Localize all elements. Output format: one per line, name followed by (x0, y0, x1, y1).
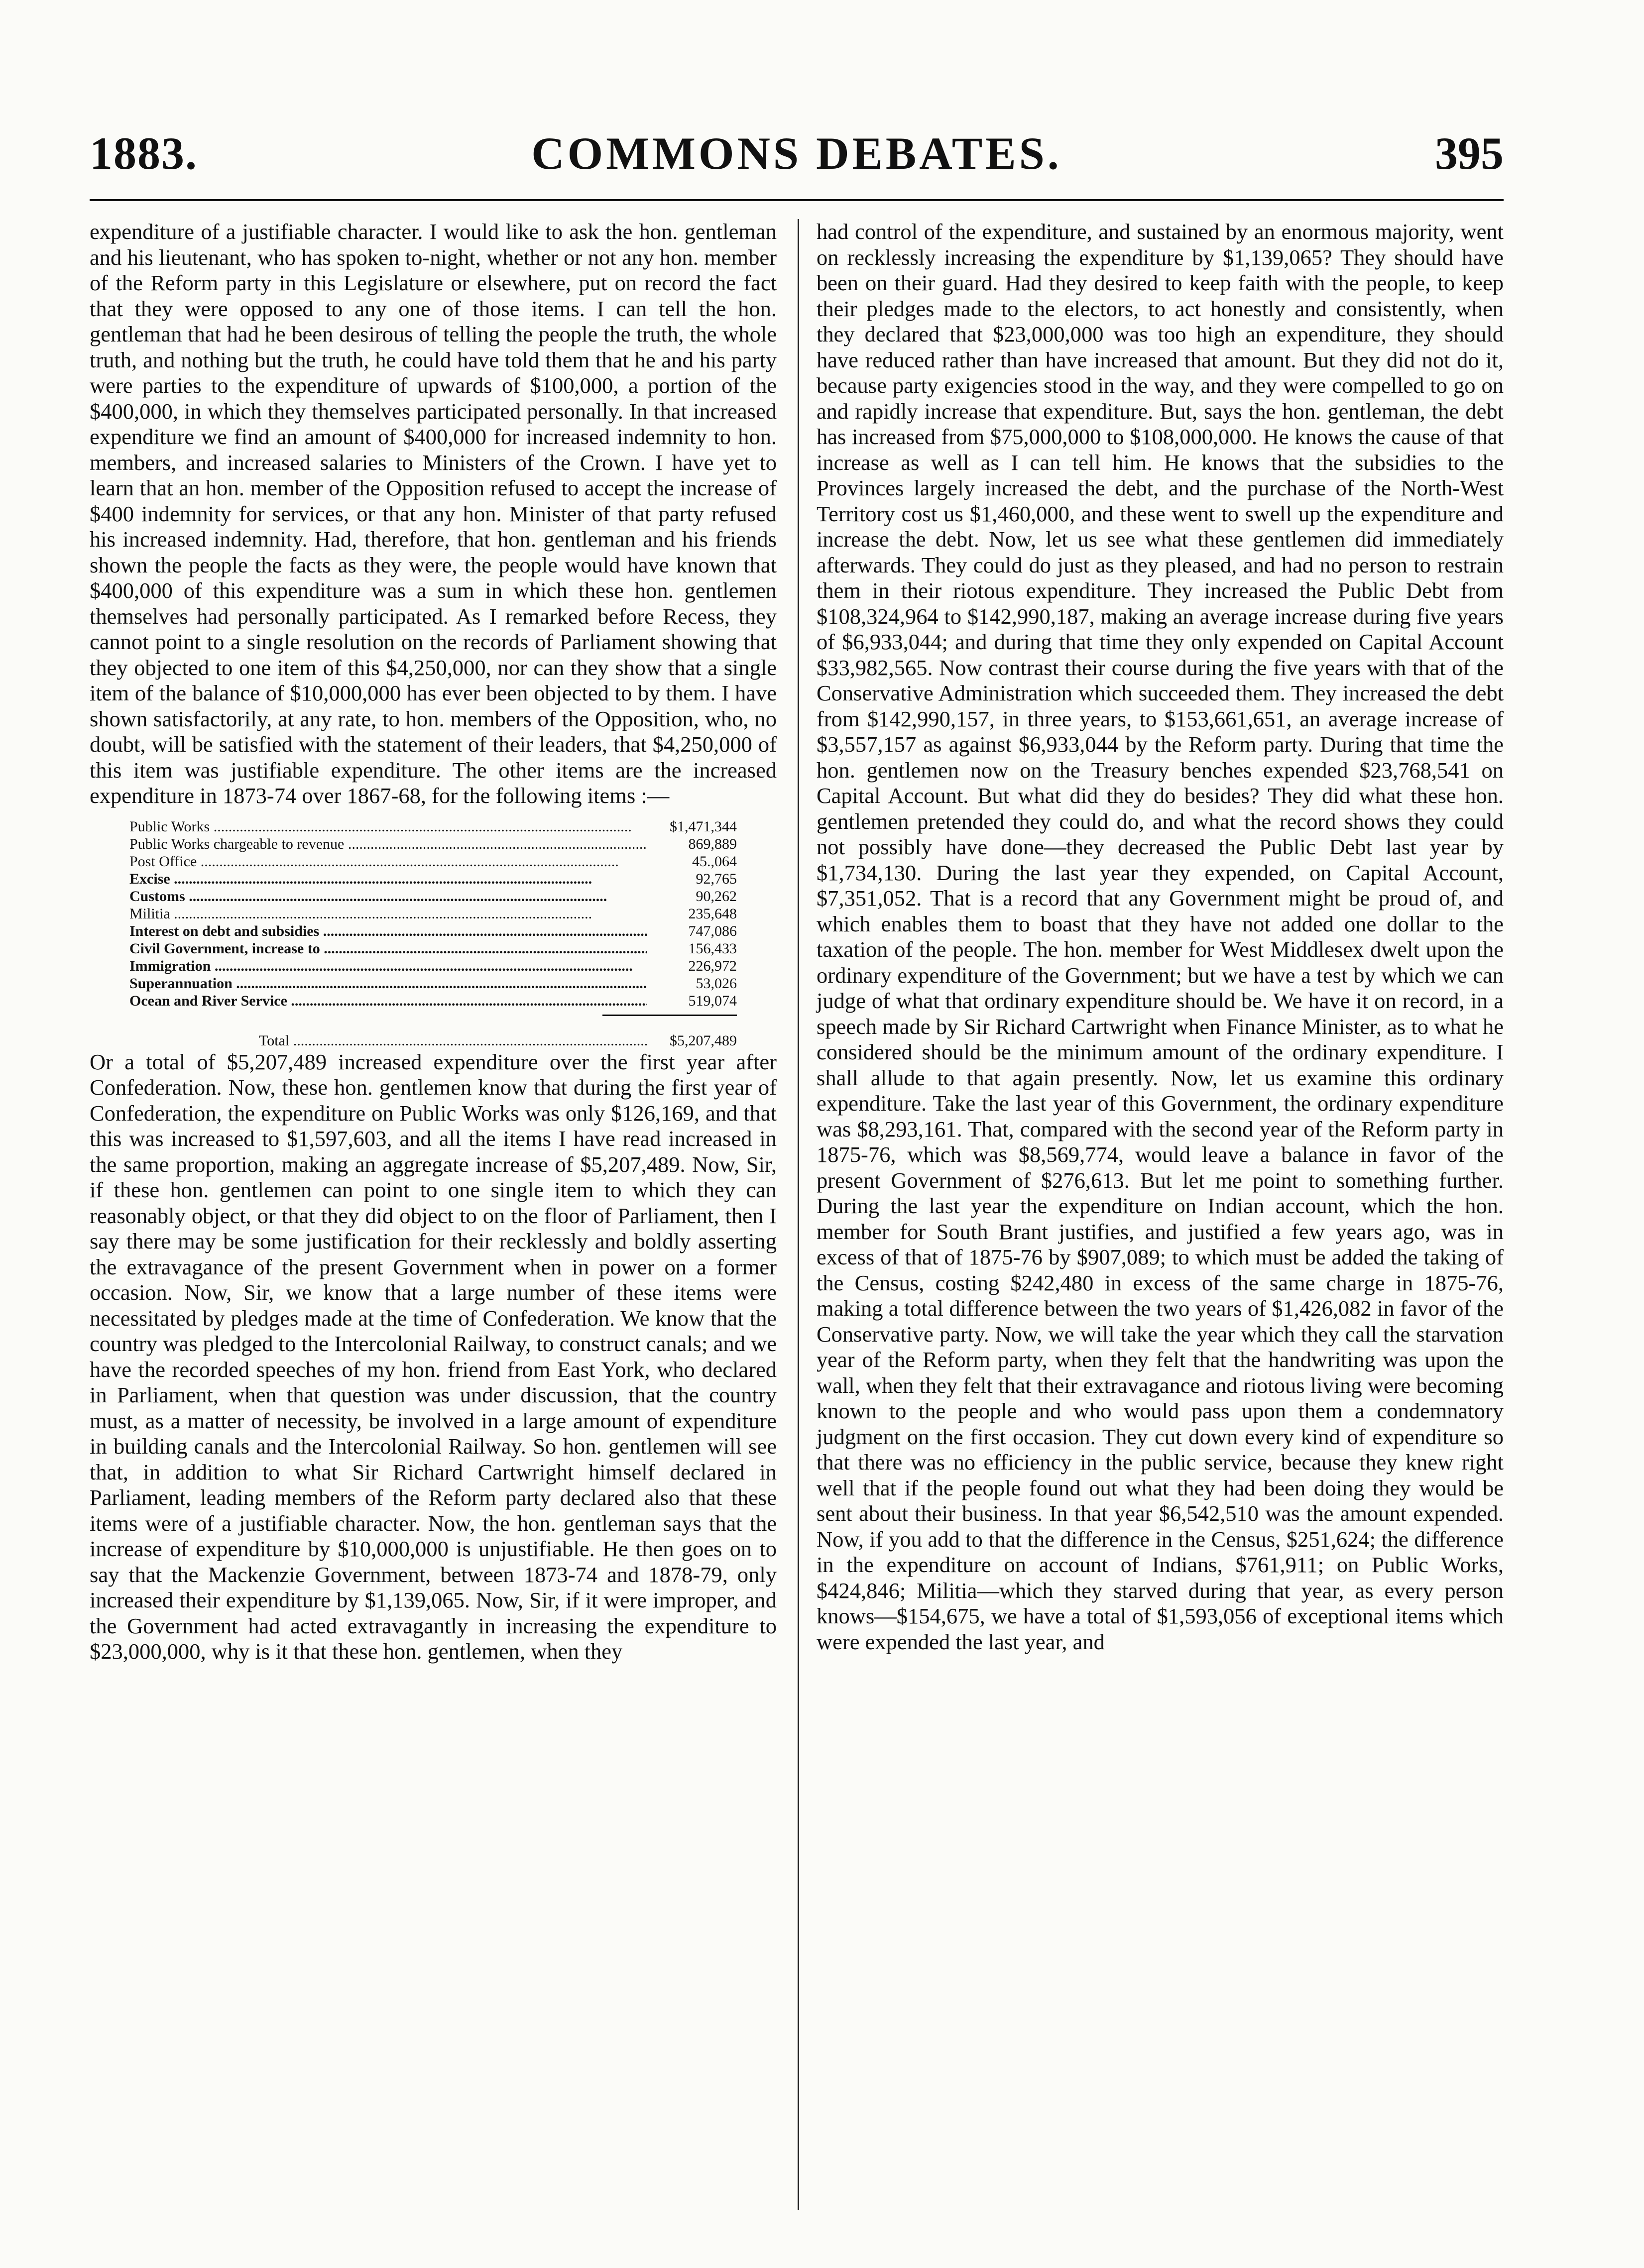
page-header (90, 127, 1504, 197)
expenditure-table (129, 818, 737, 1049)
right-paragraph-1: had control of the expenditure, and sustained by an enormous majority, went on recklessly increasing the expenditure by $1,139,065? They should have been on their guard. Had they desired to keep faith with the people, to keep their pledges made to the electors, to act honestly and consistently, when they declared that $23,000,000 was too high an expenditure, they should have reduced rather than have increased that amount. But they did not do it, because party exigencies stood in the way, and they were compelled to go on and rapidly increase that expenditure. But, says the hon. gentleman, the debt has increased from $75,000,000 to $108,000,000. He knows the cause of that increase as well as I can tell him. He knows that the subsidies to the Provinces largely increased the debt, and the purchase of the North-West Territory cost us $1,460,000, and these went to swell up the expenditure and increase the debt. Now, let us see what these gentlemen did immediately afterwards. They could do just as they pleased, and had no person to restrain them in their riotous expenditure. They increased the Public Debt from $108,324,964 to $142,990,187, making an average increase during five years of $6,933,044; and during that time they only expended on Capital Account $33,982,565. Now contrast their course during the five years with that of the Conservative Administration which succeeded them. They increased the debt from $142,990,157, in three years, to $153,661,651, an average increase of $3,557,157 as against $6,933,044 by the Reform party. During that time the hon. gentlemen now on the Treasury benches expended $23,768,541 on Capital Account. But what did they do besides? They did what these hon. gentlemen pretended they could do, and what the record shows they could not possibly have done—they decreased the Public Debt last year by $1,734,130. During the last year they expended, on Capital Account, $7,351,052. That is a record that any Government might be proud of, and which enables them to boast that they have not added one dollar to the taxation of the people. The hon. member for West Middlesex dwelt upon the ordinary expenditure of the Government; but we have a test by which we can judge of what that ordinary expenditure should be. We have it on record, in a speech made by Sir Richard Cartwright when Finance Minister, as to what he considered should be the minimum amount of the ordinary expenditure. I shall allude to that again presently. Now, let us examine this ordinary expenditure. Take the last year of this Government, the ordinary expenditure was $8,293,161. That, compared with the second year of the Reform party in 1875-76, which was $8,569,774, would leave a balance in favor of the present Government of $276,613. But let me point to something further. During the last year the expenditure on Indian account, which the hon. member for South Brant justifies, and justified a few years ago, was in excess of that of 1875-76 by $907,089; to which must be added the taking of the Census, costing $242,480 in excess of the same charge in 1875-76, making a total difference between the two years of $1,426,082 in favor of the Conservative party. Now, we will take the year which they call the starvation year of the Reform party, when they felt that the handwriting was upon the wall, when they felt that their extravagance and riotous living were becoming known to the people and who would pass upon them a condemnatory judgment on the first occasion. They cut down every kind of expenditure so that there was no efficiency in the public service, because they knew right well that if the people found out what they had been doing they would be sent about their business. In that year $6,542,510 was the amount expended. Now, if you add to that the difference in the Census, $251,624; the difference in the expenditure on account of Indians, $761,911; on Public Works, $424,846; Militia—which they starved during that year, as every person knows—$154,675, we have a total of $1,593,056 of exceptional items which were expended the last year, and (817, 219, 1504, 1654)
table-row (129, 992, 737, 1010)
table-row-label: Post Office ..... (129, 853, 647, 870)
table-row-value: 235,648 (688, 905, 737, 922)
table-row (129, 922, 737, 940)
table-total-label: Total ..... (129, 1032, 647, 1049)
table-row-value: 519,074 (688, 992, 737, 1009)
header-rule (90, 199, 1504, 201)
table-row-value: $1,471,344 (670, 818, 737, 835)
table-total-value: $5,207,489 (670, 1032, 737, 1049)
table-row-label: Ocean and River Service ..... (129, 992, 647, 1010)
table-total-row (129, 1025, 737, 1049)
table-row-label: Customs ..... (129, 888, 647, 905)
header-page-number: 395 (1435, 128, 1504, 179)
table-row (129, 888, 737, 905)
left-paragraph-1: expenditure of a justifiable character. I would like to ask the hon. gentleman and his lieutenant, who has spoken to-night, whether or not any hon. member of the Reform party in this Legislature or elsewhere, put on record the fact that they were opposed to any one of those items. I can tell the hon. gentleman that had he been desirous of telling the people the truth, the whole truth, and nothing but the truth, he could have told them that he and his party were parties to the expenditure of upwards of $100,000, a portion of the $400,000, in which they themselves participated personally. In that increased expenditure we find an amount of $400,000 for increased indemnity to hon. members, and increased salaries to Ministers of the Crown. I have yet to learn that an hon. member of the Opposition refused to accept the increase of $400 indemnity for services, or that any hon. Minister of that party refused his increased indemnity. Had, therefore, that hon. gentleman and his friends shown the people the facts as they were, the people would have known that $400,000 of this expenditure was a sum in which these hon. gentlemen themselves had personally participated. As I remarked before Recess, they cannot point to a single resolution on the records of Parliament showing that they objected to one item of this $4,250,000, nor can they show that a single item of the balance of $10,000,000 has ever been objected to by them. I have shown satisfactorily, at any rate, to hon. members of the Opposition, who, no doubt, will be satisfied with the statement of their leaders, that $4,250,000 of this item was justifiable expenditure. The other items are the increased expenditure in 1873-74 over 1867-68, for the following items :— (90, 219, 777, 808)
table-row (129, 853, 737, 870)
header-year: 1883. (90, 128, 198, 179)
table-row-value: 156,433 (688, 940, 737, 957)
table-row-value: 226,972 (688, 957, 737, 974)
right-column (817, 219, 1504, 1655)
table-row (129, 957, 737, 975)
table-row-value: 90,262 (696, 888, 737, 905)
total-rule (602, 1015, 737, 1016)
table-row-label: Militia ..... (129, 905, 647, 922)
table-row (129, 870, 737, 888)
table-row-value: 747,086 (688, 922, 737, 939)
table-row-label: Excise ..... (129, 870, 647, 888)
table-row-label: Superannuation ..... (129, 975, 647, 992)
table-row (129, 818, 737, 835)
left-paragraph-2: Or a total of $5,207,489 increased expenditure over the first year after Confederation. Now, these hon. gentlemen know that during the first year of Confederation, the expenditure on Public Works was only $126,169, and that this was increased to $1,597,603, and all the items I have read increased in the same proportion, making an aggregate increase of $5,207,489. Now, Sir, if these hon. gentlemen can point to one single item to which they can reasonably object, or that they did object to on the floor of Parliament, then I say there may be some justification for their recklessly and boldly asserting the extravagance of the present Government when in power on a former occasion. Now, Sir, we know that a large number of these items were necessitated by pledges made at the time of Confederation. We know that the country was pledged to the Intercolonial Railway, to construct canals; and we have the recorded speeches of my hon. friend from East York, who declared in Parliament, when that question was under discussion, that the country must, as a matter of necessity, be involved in a large amount of expenditure in building canals and the Intercolonial Railway. So hon. gentlemen will see that, in addition to what Sir Richard Cartwright himself declared in Parliament, leading members of the Reform party declared also that these items were of a justifiable character. Now, the hon. gentleman says that the increase of expenditure by $10,000,000 is unjustifiable. He then goes on to say that the Mackenzie Government, between 1873-74 and 1878-79, only increased their expenditure by $1,139,065. Now, Sir, if it were improper, and the Government had acted extravagantly in increasing the expenditure to $23,000,000, why is it that these hon. gentlemen, when they (90, 1049, 777, 1664)
table-row-label: Public Works chargeable to revenue ..... (129, 835, 647, 853)
column-divider (798, 219, 799, 2210)
left-column (90, 219, 777, 1665)
table-row-value: 53,026 (696, 975, 737, 992)
table-row (129, 835, 737, 853)
table-row-value: 45.,064 (692, 853, 737, 870)
table-row-value: 92,765 (696, 870, 737, 887)
table-row-label: Interest on debt and subsidies ..... (129, 922, 647, 940)
table-row (129, 905, 737, 922)
table-row (129, 975, 737, 992)
table-row (129, 940, 737, 957)
table-row-label: Immigration ..... (129, 957, 647, 975)
table-row-label: Civil Government, increase to ..... (129, 940, 647, 957)
table-row-label: Public Works ..... (129, 818, 647, 835)
header-title: COMMONS DEBATES. (531, 128, 1062, 179)
table-row-value: 869,889 (688, 835, 737, 852)
